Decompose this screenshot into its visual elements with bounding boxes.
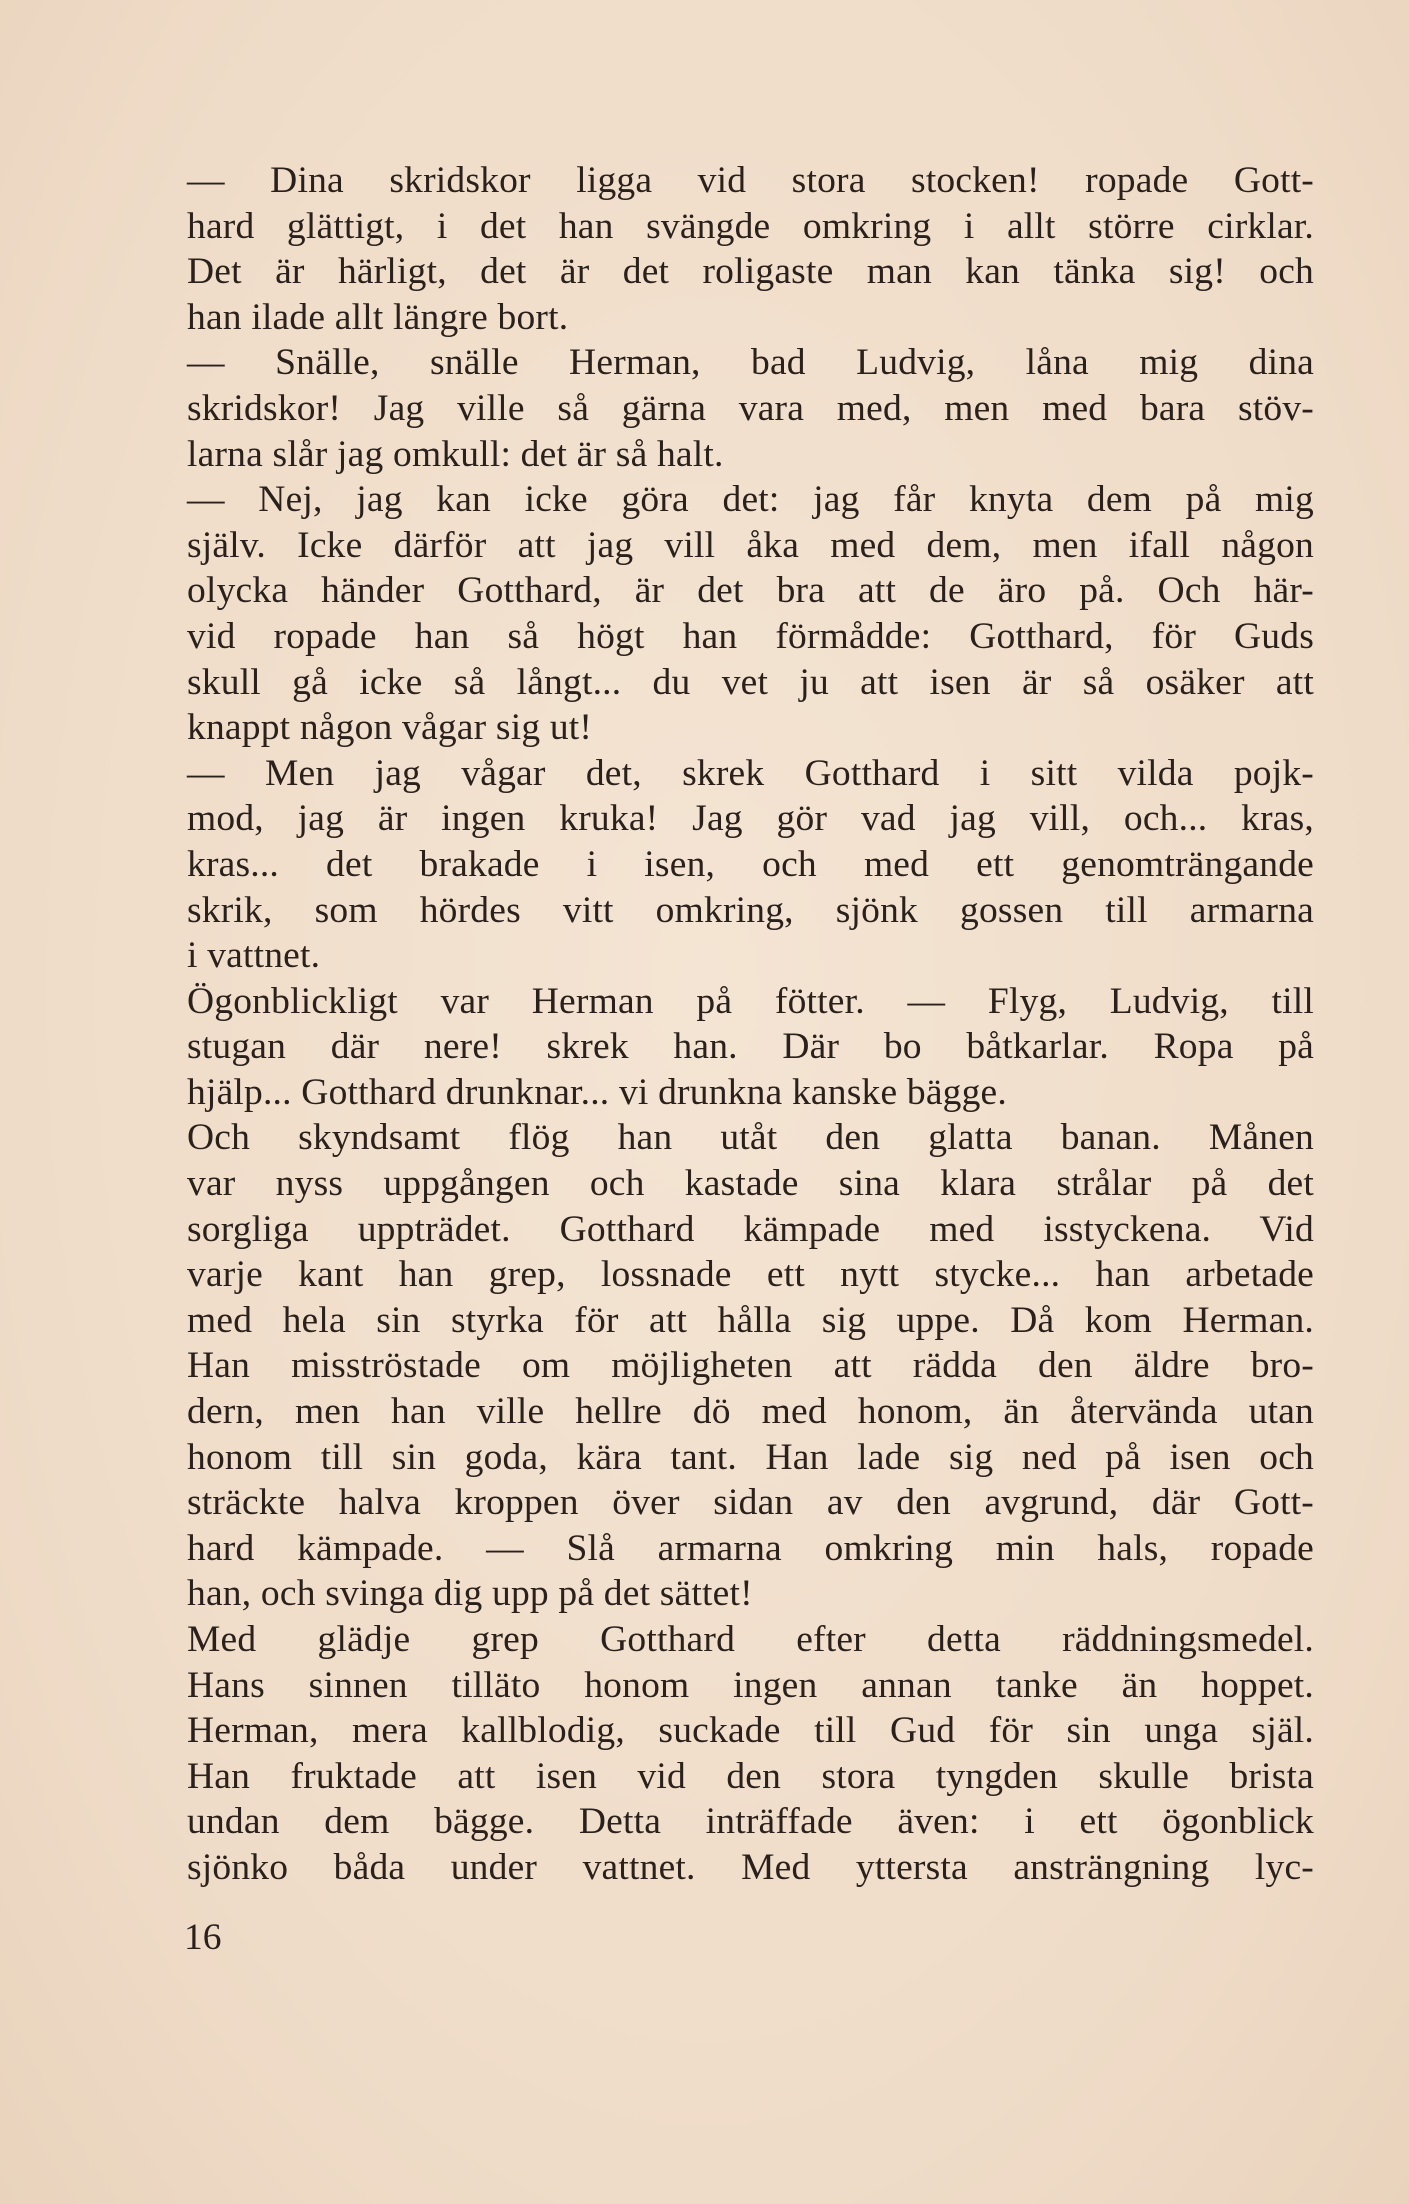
text-line: — Nej, jag kan icke göra det: jag får knyta dem på mig <box>187 479 1314 521</box>
text-line: olycka händer Gotthard, är det bra att de äro på. Och här- <box>187 570 1314 612</box>
text-line: själv. Icke därför att jag vill åka med dem, men ifall någon <box>187 524 1314 566</box>
text-line: Ögonblickligt var Herman på fötter. — Flyg, Ludvig, till <box>187 980 1314 1022</box>
text-line: Det är härligt, det är det roligaste man kan tänka sig! och <box>187 251 1314 293</box>
text-line: sträckte halva kroppen över sidan av den avgrund, där Gott- <box>187 1482 1314 1524</box>
text-line: sorgliga uppträdet. Gotthard kämpade med isstyckena. Vid <box>187 1208 1314 1250</box>
text-line: — Snälle, snälle Herman, bad Ludvig, låna mig dina <box>187 342 1314 384</box>
body-text <box>187 158 1314 1891</box>
text-line: dern, men han ville hellre dö med honom, än återvända utan <box>187 1391 1314 1433</box>
text-line: larna slår jag omkull: det är så halt. <box>187 433 724 475</box>
text-line: Och skyndsamt flög han utåt den glatta banan. Månen <box>187 1117 1314 1159</box>
text-line: varje kant han grep, lossnade ett nytt stycke... han arbetade <box>187 1254 1314 1296</box>
text-line: sjönko båda under vattnet. Med yttersta ansträngning lyc- <box>187 1846 1314 1888</box>
text-line: vid ropade han så högt han förmådde: Gotthard, för Guds <box>187 615 1314 657</box>
text-line: han ilade allt längre bort. <box>187 296 569 338</box>
text-line: Med glädje grep Gotthard efter detta räddningsmedel. <box>187 1619 1314 1660</box>
text-line: skull gå icke så långt... du vet ju att isen är så osäker att <box>187 661 1314 703</box>
text-line: hard kämpade. — Slå armarna omkring min hals, ropade <box>187 1527 1314 1569</box>
text-line: skridskor! Jag ville så gärna vara med, men med bara stöv- <box>187 387 1314 429</box>
text-line: med hela sin styrka för att hålla sig uppe. Då kom Herman. <box>187 1299 1314 1341</box>
text-line: i vattnet. <box>187 935 321 977</box>
text-line: undan dem bägge. Detta inträffade även: i ett ögonblick <box>187 1801 1314 1843</box>
text-line: var nyss uppgången och kastade sina klara strålar på det <box>187 1163 1314 1205</box>
text-line: Hans sinnen tilläto honom ingen annan tanke än hoppet. <box>187 1664 1314 1706</box>
text-line: hard glättigt, i det han svängde omkring i allt större cirklar. <box>187 205 1314 247</box>
text-line: han, och svinga dig upp på det sättet! <box>187 1573 753 1615</box>
text-line: hjälp... Gotthard drunknar... vi drunkna kanske bägge. <box>187 1071 1007 1113</box>
text-line: knappt någon vågar sig ut! <box>187 707 593 749</box>
text-line: Han misströstade om möjligheten att rädda den äldre bro- <box>187 1345 1314 1387</box>
text-line: skrik, som hördes vitt omkring, sjönk gossen till armarna <box>187 889 1314 931</box>
text-line: stugan där nere! skrek han. Där bo båtkarlar. Ropa på <box>187 1026 1314 1068</box>
text-line: kras... det brakade i isen, och med ett genomträngande <box>187 843 1314 885</box>
page-number: 16 <box>184 1917 222 1958</box>
text-line: — Dina skridskor ligga vid stora stocken! ropade Gott- <box>187 160 1314 201</box>
text-line: — Men jag vågar det, skrek Gotthard i sitt vilda pojk- <box>187 752 1314 794</box>
text-line: mod, jag är ingen kruka! Jag gör vad jag vill, och... kras, <box>187 798 1314 840</box>
text-line: Herman, mera kallblodig, suckade till Gud för sin unga själ. <box>187 1710 1314 1752</box>
text-line: honom till sin goda, kära tant. Han lade sig ned på isen och <box>187 1436 1314 1478</box>
text-line: Han fruktade att isen vid den stora tyngden skulle brista <box>187 1755 1314 1797</box>
